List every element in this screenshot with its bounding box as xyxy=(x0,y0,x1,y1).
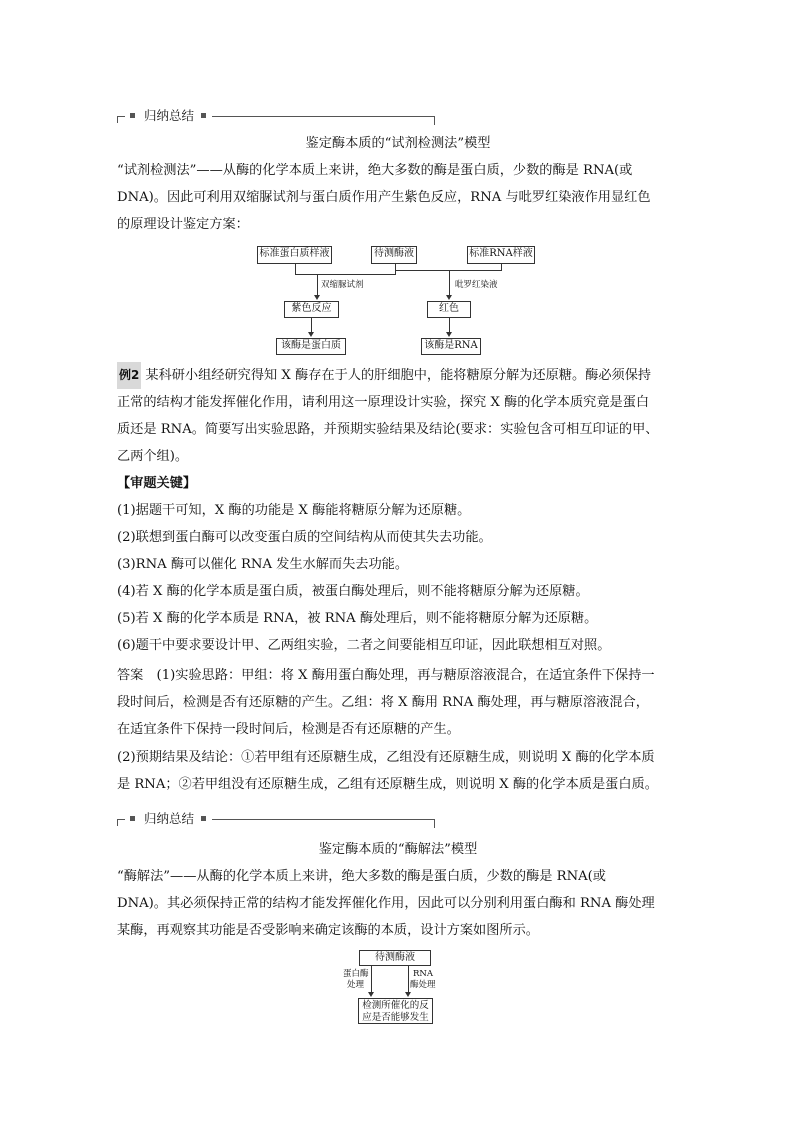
key-points-header: 【审题关键】 xyxy=(117,476,197,491)
key-point: (2)联想到蛋白酶可以改变蛋白质的空间结构从而使其失去功能。 xyxy=(117,530,492,545)
answer-line: 是 RNA；②若甲组没有还原糖生成，乙组有还原糖生成，则说明 X 酶的化学本质是蛋白质。 xyxy=(117,777,658,792)
example-line: 正常的结构才能发挥催化作用，请利用这一原理设计实验，探究 X 酶的化学本质究竟是蛋白 xyxy=(117,395,650,410)
example-line: 乙两个组)。 xyxy=(117,449,189,464)
example-line xyxy=(117,362,679,389)
header-bullet-icon xyxy=(130,816,135,821)
paragraph-line: 某酶，再观察其功能是否受影响来确定该酶的本质，设计方案如图所示。 xyxy=(117,923,539,938)
example-text: 某科研小组经研究得知 X 酶存在于人的肝细胞中，能将糖原分解为还原糖。酶必须保持 xyxy=(145,368,652,383)
detect-line-2: 应是否能够发生 xyxy=(362,1012,429,1023)
label-rnase-treat: 酶处理 xyxy=(410,980,436,990)
paragraph-line: “酶解法”——从酶的化学本质上来讲，绝大多数的酶是蛋白质，少数的酶是 RNA(或 xyxy=(117,869,606,884)
box-test-enzyme: 待测酶液 xyxy=(371,246,417,264)
box-result-rna: 该酶是RNA xyxy=(421,338,481,355)
box-purple-reaction: 紫色反应 xyxy=(284,301,339,318)
example-line: 质还是 RNA。简要写出实验思路，并预期实验结果及结论(要求：实验包含可相互印证的甲、 xyxy=(117,422,659,437)
key-point: (6)题干中要求要设计甲、乙两组实验，二者之间要能相互印证，因此联想相互对照。 xyxy=(117,638,611,653)
paragraph-line: DNA)。因此可利用双缩脲试剂与蛋白质作用产生紫色反应，RNA 与吡罗红染液作用显红色 xyxy=(117,190,651,205)
key-point: (1)据题干可知，X 酶的功能是 X 酶能将糖原分解为还原糖。 xyxy=(117,503,471,518)
box-test-enzyme-2: 待测酶液 xyxy=(359,950,431,966)
box-red: 红色 xyxy=(427,301,471,318)
answer-line: 答案 (1)实验思路：甲组：将 X 酶用蛋白酶处理，再与糖原溶液混合，在适宜条件下保持一 xyxy=(117,668,655,683)
section-header-label: 归纳总结 xyxy=(144,811,195,826)
answer-line: (2)预期结果及结论：①若甲组有还原糖生成，乙组没有还原糖生成，则说明 X 酶的化学本质 xyxy=(117,750,655,765)
detect-line-1: 检测所催化的反 xyxy=(362,1000,429,1011)
header-bullet-icon xyxy=(201,816,206,821)
box-standard-rna: 标准RNA样液 xyxy=(467,246,535,264)
header-bullet-icon xyxy=(201,113,206,118)
section-title: 鉴定酶本质的“试剂检测法”模型 xyxy=(305,136,491,151)
answer-line: 在适宜条件下保持一段时间后，检测是否有还原糖的产生。 xyxy=(117,722,460,737)
section-header-label: 归纳总结 xyxy=(144,108,195,123)
box-standard-protein: 标准蛋白质样液 xyxy=(257,246,332,264)
label-rnase: RNA xyxy=(413,969,433,979)
paragraph-line: DNA)。其必须保持正常的结构才能发挥催化作用，因此可以分别利用蛋白酶和 RNA 酶处理 xyxy=(117,896,655,911)
paragraph-line: “试剂检测法”——从酶的化学本质上来讲，绝大多数的酶是蛋白质，少数的酶是 RNA(或 xyxy=(117,163,633,178)
reagent-label-biuret: 双缩脲试剂 xyxy=(321,280,364,290)
example-badge: 例2 xyxy=(117,362,141,389)
key-point: (4)若 X 酶的化学本质是蛋白质，被蛋白酶处理后，则不能将糖原分解为还原糖。 xyxy=(117,584,589,599)
box-result-protein: 该酶是蛋白质 xyxy=(276,338,346,355)
label-protease: 蛋白酶 xyxy=(343,969,369,979)
reagent-label-pyronin: 吡罗红染液 xyxy=(455,280,498,290)
key-point: (3)RNA 酶可以催化 RNA 发生水解而失去功能。 xyxy=(117,557,409,572)
answer-line: 段时间后，检测是否有还原糖的产生。乙组：将 X 酶用 RNA 酶处理，再与糖原溶液混合， xyxy=(117,695,649,710)
paragraph-line: 的原理设计鉴定方案： xyxy=(117,217,249,232)
key-point: (5)若 X 酶的化学本质是 RNA，被 RNA 酶处理后，则不能将糖原分解为还原糖。 xyxy=(117,611,598,626)
label-protease-treat: 处理 xyxy=(347,980,365,990)
section-title: 鉴定酶本质的“酶解法”模型 xyxy=(318,842,478,857)
section-header-1 xyxy=(117,107,435,127)
box-detect-reaction xyxy=(358,998,433,1024)
section-header-2 xyxy=(117,810,435,830)
header-bullet-icon xyxy=(130,113,135,118)
